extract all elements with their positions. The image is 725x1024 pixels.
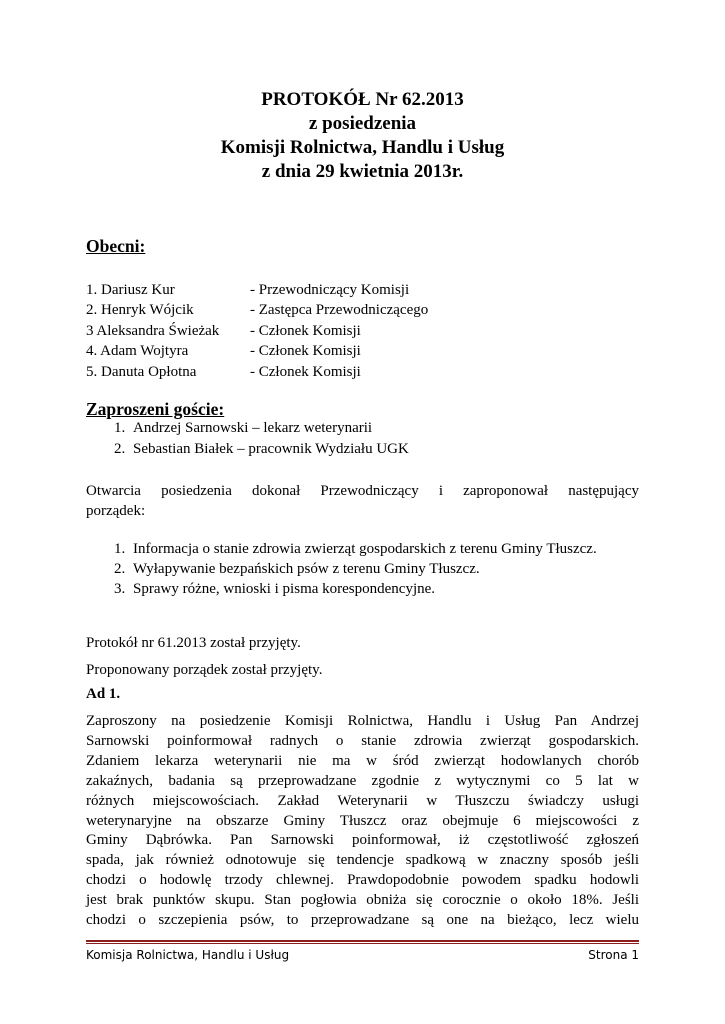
footer-divider: [86, 940, 639, 942]
member-row: [86, 341, 428, 361]
ad1-line: różnych miejscowościach. Zakład Weterynarii w Tłuszczu świadczy usługi: [86, 792, 639, 809]
guest-item: 1. Andrzej Sarnowski – lekarz weterynarii: [129, 418, 409, 439]
member-role: - Przewodniczący Komisji: [250, 282, 410, 298]
member-row: [86, 362, 428, 382]
agenda-item: 3. Sprawy różne, wnioski i pisma korespondencyjne.: [129, 580, 639, 600]
title-line-3: Komisji Rolnictwa, Handlu i Usług: [220, 137, 505, 158]
protocol-title: [86, 88, 639, 184]
agenda-item: 2. Wyłapywanie bezpańskich psów z terenu Gminy Tłuszcz.: [129, 560, 639, 580]
member-row: [86, 321, 428, 341]
footer-page-number: Strona 1: [588, 948, 639, 962]
member-role: - Zastępca Przewodniczącego: [250, 302, 429, 319]
ad1-line: Zaproszony na posiedzenie Komisji Rolnictwa, Handlu i Usług Pan Andrzej: [86, 713, 639, 729]
member-name: 2. Henryk Wójcik: [86, 302, 194, 319]
title-line-1: PROTOKÓŁ Nr 62.2013: [261, 89, 464, 110]
page-footer: [86, 948, 639, 962]
member-role: - Członek Komisji: [250, 343, 361, 360]
member-row: [86, 300, 428, 320]
present-heading: Obecni:: [86, 236, 146, 256]
ad1-line: chodzi o hodowlę trzody chlewnej. Prawdopodobnie powodem spadku hodowli: [86, 872, 639, 889]
ad1-line: spada, jak również odnotowuje się tendencje spadkową w znaczny sposób jeśli: [86, 852, 639, 869]
ad1-line: weterynaryjne na obszarze Gminy Tłuszcz oraz obejmuje 6 miejscowości z: [86, 812, 639, 829]
ad1-line: Zdaniem lekarza weterynarii nie ma w śród zwierząt hodowlanych chorób: [86, 752, 639, 769]
title-line-2: z posiedzenia: [308, 113, 417, 134]
member-role: - Członek Komisji: [250, 363, 361, 380]
member-row: [86, 280, 428, 300]
footer-committee-name: Komisja Rolnictwa, Handlu i Usług: [86, 948, 290, 962]
agenda-item: 1. Informacja o stanie zdrowia zwierząt gospodarskich z terenu Gminy Tłuszcz.: [129, 540, 643, 560]
guests-list: [86, 418, 409, 459]
ad1-line: zakaźnych, badania są przeprowadzane zgodnie z wytycznymi co 5 lat w: [86, 772, 639, 789]
guests-heading: Zaproszeni goście:: [86, 399, 225, 419]
opening-paragraph: [86, 482, 639, 522]
ad1-paragraph: [86, 712, 639, 931]
agenda-list: [86, 540, 639, 599]
title-line-4: z dnia 29 kwietnia 2013r.: [261, 161, 464, 182]
ad1-line: Gminy Dąbrówka. Pan Sarnowski poinformował, iż częstotliwość zgłoszeń: [86, 832, 639, 849]
footer-divider-thin: [86, 943, 639, 944]
ad1-line: jest brak punktów skupu. Stan pogłowia obniża się corocznie o około 18%. Jeśli: [86, 892, 639, 909]
opening-line-2: porządek:: [86, 502, 146, 519]
member-name: 1. Dariusz Kur: [86, 282, 175, 298]
agenda-accepted-note: Proponowany porządek został przyjęty.: [86, 662, 323, 678]
present-members-list: [86, 280, 428, 382]
ad1-line: chodzi o szczepienia psów, to przeprowadzane są one na bieżąco, lecz wielu: [86, 912, 639, 929]
member-name: 5. Danuta Opłotna: [86, 363, 197, 380]
member-role: - Członek Komisji: [250, 322, 361, 339]
opening-line-1: Otwarcia posiedzenia dokonał Przewodniczący i zaproponował następujący: [86, 483, 639, 499]
member-name: 4. Adam Wojtyra: [86, 343, 189, 360]
member-name: 3 Aleksandra Świeżak: [86, 322, 220, 339]
ad1-line: Sarnowski poinformował radnych o stanie zdrowia zwierząt gospodarskich.: [86, 732, 639, 749]
ad1-heading: Ad 1.: [86, 686, 121, 702]
guest-item: 2. Sebastian Białek – pracownik Wydziału UGK: [129, 439, 409, 460]
protocol-accepted-note: Protokół nr 61.2013 został przyjęty.: [86, 635, 301, 651]
